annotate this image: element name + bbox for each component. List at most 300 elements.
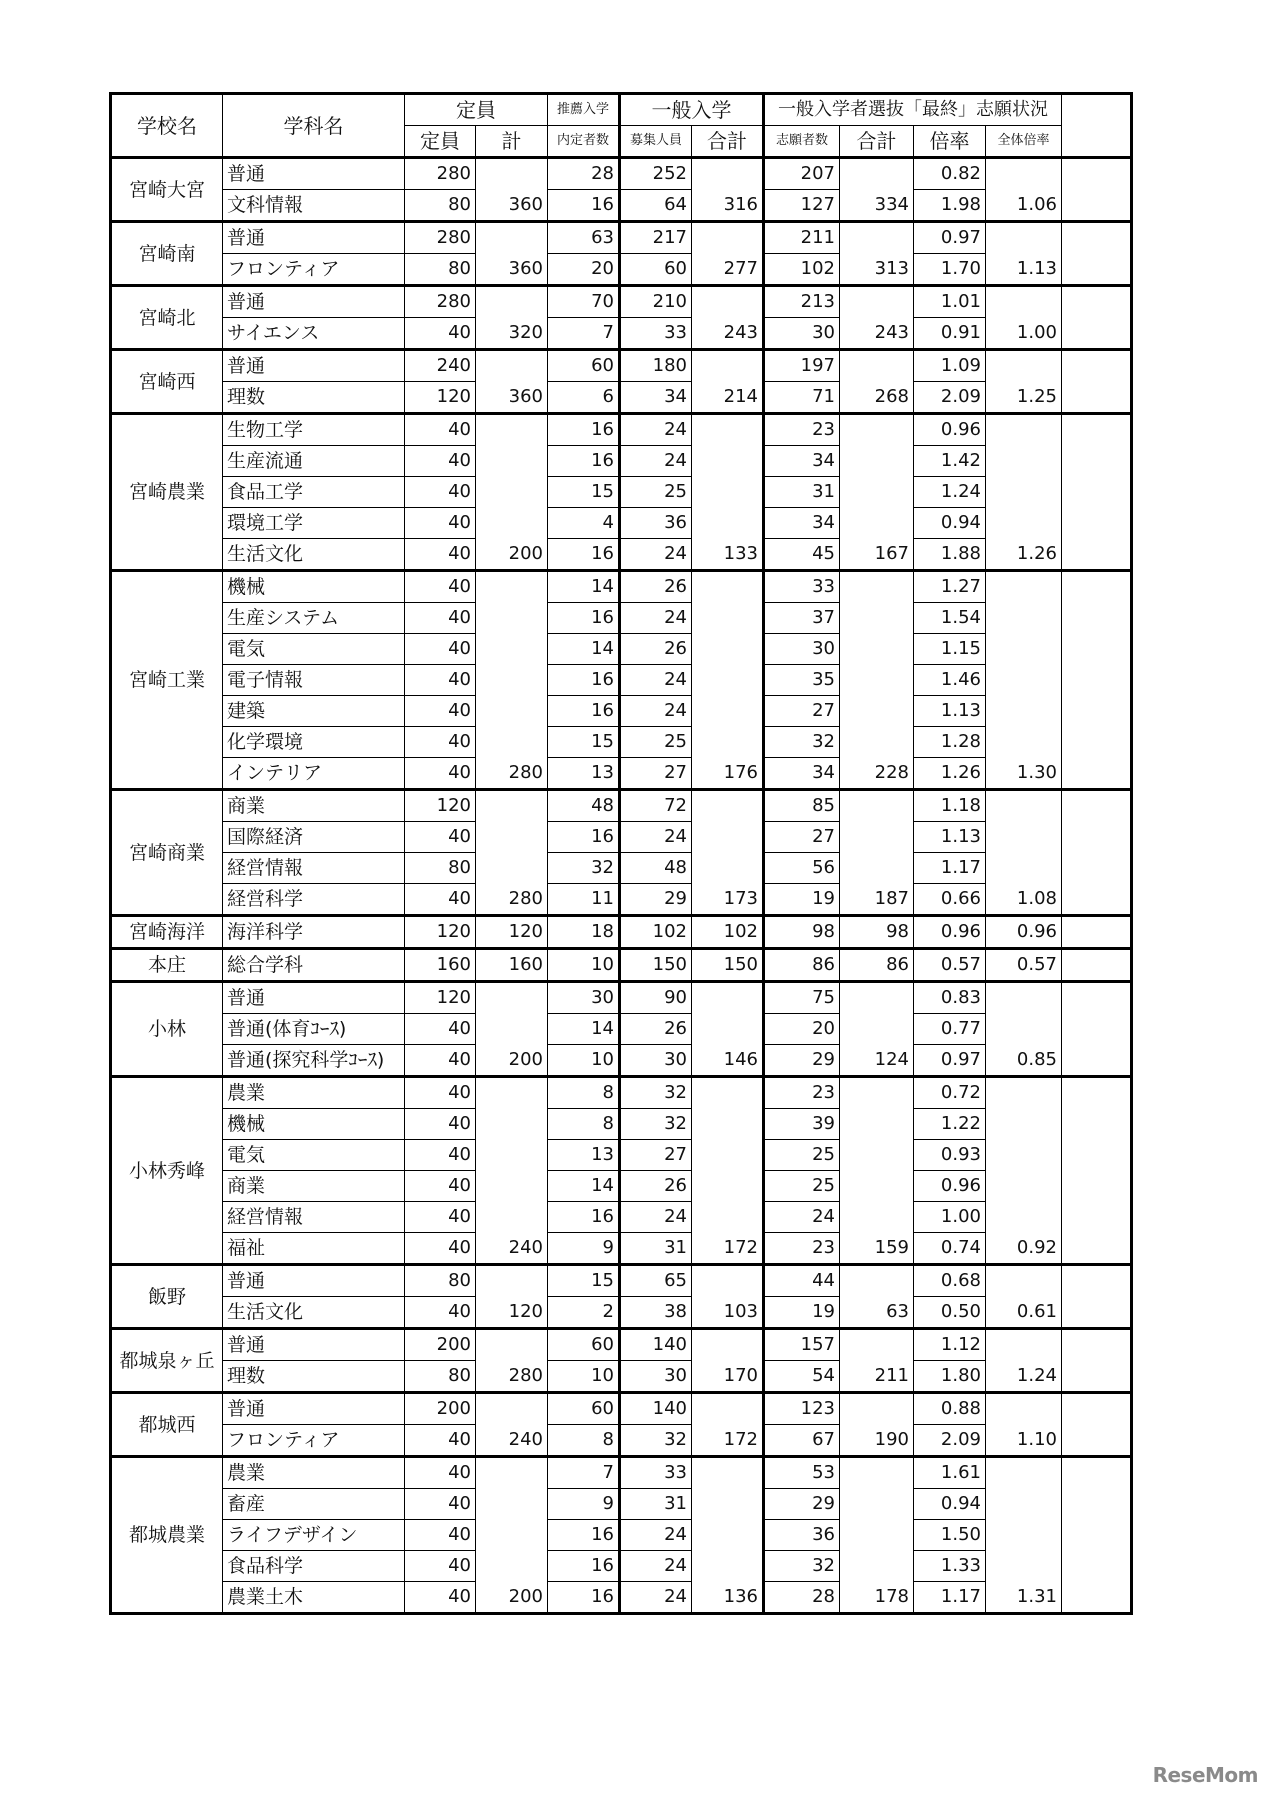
ratio: 1.88 xyxy=(914,539,986,571)
capacity: 120 xyxy=(405,982,476,1014)
recruit-count: 150 xyxy=(620,949,692,982)
applicant-count: 20 xyxy=(764,1014,840,1045)
capacity: 40 xyxy=(405,477,476,508)
table-row xyxy=(111,822,1132,853)
overall-ratio: 0.92 xyxy=(986,1077,1062,1265)
recommend-count: 16 xyxy=(548,1202,620,1233)
table-row xyxy=(111,158,1132,190)
table-row xyxy=(111,727,1132,758)
ratio: 1.13 xyxy=(914,822,986,853)
applicant-count: 30 xyxy=(764,318,840,350)
table-row xyxy=(111,1202,1132,1233)
ratio: 0.66 xyxy=(914,884,986,916)
recommend-count: 4 xyxy=(548,508,620,539)
recruit-count: 24 xyxy=(620,665,692,696)
recruit-count: 29 xyxy=(620,884,692,916)
recommend-count: 48 xyxy=(548,790,620,822)
capacity-total: 200 xyxy=(476,414,548,571)
ratio: 1.33 xyxy=(914,1551,986,1582)
applicant-total: 228 xyxy=(840,571,914,790)
recruit-count: 32 xyxy=(620,1109,692,1140)
recruit-count: 26 xyxy=(620,1014,692,1045)
ratio: 0.97 xyxy=(914,1045,986,1077)
overall-ratio: 1.26 xyxy=(986,414,1062,571)
department-name: 福祉 xyxy=(223,1233,405,1265)
applicant-count: 207 xyxy=(764,158,840,190)
ratio: 0.74 xyxy=(914,1233,986,1265)
ratio: 0.96 xyxy=(914,1171,986,1202)
table-row xyxy=(111,1329,1132,1361)
capacity: 40 xyxy=(405,1014,476,1045)
school-name: 宮崎北 xyxy=(111,286,223,350)
ratio: 0.94 xyxy=(914,1489,986,1520)
ratio: 1.22 xyxy=(914,1109,986,1140)
recommend-count: 16 xyxy=(548,1520,620,1551)
header-general-group: 一般入学 xyxy=(620,94,764,126)
capacity-total: 280 xyxy=(476,571,548,790)
recruit-count: 32 xyxy=(620,1077,692,1109)
capacity: 40 xyxy=(405,508,476,539)
capacity: 40 xyxy=(405,1551,476,1582)
capacity-total: 360 xyxy=(476,222,548,286)
recommend-count: 16 xyxy=(548,190,620,222)
recruit-total: 172 xyxy=(692,1077,764,1265)
capacity: 40 xyxy=(405,634,476,665)
applicant-count: 44 xyxy=(764,1265,840,1297)
table-row xyxy=(111,254,1132,286)
table-row xyxy=(111,790,1132,822)
recruit-count: 24 xyxy=(620,414,692,446)
recommend-count: 16 xyxy=(548,822,620,853)
table-row xyxy=(111,1171,1132,1202)
resemom-logo: ReseMom xyxy=(1152,1763,1258,1787)
recruit-count: 25 xyxy=(620,727,692,758)
applicant-count: 197 xyxy=(764,350,840,382)
recruit-count: 210 xyxy=(620,286,692,318)
capacity: 80 xyxy=(405,190,476,222)
department-name: 経営情報 xyxy=(223,853,405,884)
header-recruit-total: 合計 xyxy=(692,126,764,158)
recommend-count: 60 xyxy=(548,1393,620,1425)
overall-ratio: 1.30 xyxy=(986,571,1062,790)
recruit-count: 24 xyxy=(620,1202,692,1233)
ratio: 2.09 xyxy=(914,382,986,414)
department-name: フロンティア xyxy=(223,254,405,286)
applicant-total: 268 xyxy=(840,350,914,414)
school-name: 宮崎南 xyxy=(111,222,223,286)
table-row xyxy=(111,1425,1132,1457)
table-row xyxy=(111,1297,1132,1329)
capacity: 40 xyxy=(405,1520,476,1551)
table-row xyxy=(111,1393,1132,1425)
school-name: 宮崎西 xyxy=(111,350,223,414)
header-recommend-count: 内定者数 xyxy=(548,126,620,158)
school-name: 宮崎海洋 xyxy=(111,916,223,949)
department-name: 総合学科 xyxy=(223,949,405,982)
recommend-count: 32 xyxy=(548,853,620,884)
applicant-count: 29 xyxy=(764,1489,840,1520)
department-name: 農業 xyxy=(223,1077,405,1109)
capacity-total: 280 xyxy=(476,790,548,916)
ratio: 0.82 xyxy=(914,158,986,190)
recruit-count: 102 xyxy=(620,916,692,949)
recruit-count: 36 xyxy=(620,508,692,539)
recommend-count: 60 xyxy=(548,350,620,382)
department-name: 商業 xyxy=(223,790,405,822)
ratio: 0.68 xyxy=(914,1265,986,1297)
ratio: 1.98 xyxy=(914,190,986,222)
capacity: 40 xyxy=(405,696,476,727)
recruit-count: 90 xyxy=(620,982,692,1014)
ratio: 1.12 xyxy=(914,1329,986,1361)
ratio: 1.09 xyxy=(914,350,986,382)
department-name: 生活文化 xyxy=(223,1297,405,1329)
ratio: 0.77 xyxy=(914,1014,986,1045)
ratio: 1.00 xyxy=(914,1202,986,1233)
header-final-group: 一般入学者選抜「最終」志願状況 xyxy=(764,94,1062,126)
department-name: 食品科学 xyxy=(223,1551,405,1582)
recommend-count: 15 xyxy=(548,477,620,508)
recommend-count: 9 xyxy=(548,1233,620,1265)
recruit-count: 27 xyxy=(620,758,692,790)
department-name: 化学環境 xyxy=(223,727,405,758)
header-applicants-total: 合計 xyxy=(840,126,914,158)
recommend-count: 14 xyxy=(548,634,620,665)
overall-ratio: 1.08 xyxy=(986,790,1062,916)
capacity-total: 240 xyxy=(476,1077,548,1265)
header-capacity: 定員 xyxy=(405,126,476,158)
recruit-count: 60 xyxy=(620,254,692,286)
recruit-count: 24 xyxy=(620,822,692,853)
recommend-count: 9 xyxy=(548,1489,620,1520)
table-row xyxy=(111,884,1132,916)
recruit-count: 33 xyxy=(620,318,692,350)
recruit-count: 31 xyxy=(620,1233,692,1265)
recommend-count: 8 xyxy=(548,1109,620,1140)
applicant-count: 56 xyxy=(764,853,840,884)
recruit-count: 26 xyxy=(620,571,692,603)
capacity-total: 320 xyxy=(476,286,548,350)
recommend-count: 63 xyxy=(548,222,620,254)
recommend-count: 6 xyxy=(548,382,620,414)
applicant-count: 29 xyxy=(764,1045,840,1077)
department-name: 畜産 xyxy=(223,1489,405,1520)
applicant-count: 25 xyxy=(764,1140,840,1171)
table-row xyxy=(111,414,1132,446)
capacity: 80 xyxy=(405,254,476,286)
overall-ratio: 1.31 xyxy=(986,1457,1062,1614)
applicant-count: 37 xyxy=(764,603,840,634)
capacity-total: 200 xyxy=(476,1457,548,1614)
recruit-total: 176 xyxy=(692,571,764,790)
applicant-total: 159 xyxy=(840,1077,914,1265)
department-name: 普通 xyxy=(223,1329,405,1361)
table-row xyxy=(111,1520,1132,1551)
table-row xyxy=(111,222,1132,254)
ratio: 0.72 xyxy=(914,1077,986,1109)
recommend-count: 11 xyxy=(548,884,620,916)
recruit-total: 150 xyxy=(692,949,764,982)
recruit-count: 48 xyxy=(620,853,692,884)
capacity: 40 xyxy=(405,571,476,603)
recommend-count: 16 xyxy=(548,665,620,696)
table-header xyxy=(111,94,1132,158)
department-name: 海洋科学 xyxy=(223,916,405,949)
table-body xyxy=(111,158,1132,1614)
recruit-total: 316 xyxy=(692,158,764,222)
recruit-count: 65 xyxy=(620,1265,692,1297)
school-name: 宮崎商業 xyxy=(111,790,223,916)
ratio: 1.50 xyxy=(914,1520,986,1551)
applicant-count: 36 xyxy=(764,1520,840,1551)
applicant-count: 23 xyxy=(764,1233,840,1265)
recommend-count: 16 xyxy=(548,603,620,634)
table-row xyxy=(111,382,1132,414)
applicant-count: 34 xyxy=(764,446,840,477)
table-row xyxy=(111,1361,1132,1393)
applicant-count: 32 xyxy=(764,1551,840,1582)
ratio: 2.09 xyxy=(914,1425,986,1457)
overall-ratio: 1.24 xyxy=(986,1329,1062,1393)
recommend-count: 14 xyxy=(548,571,620,603)
ratio: 1.24 xyxy=(914,477,986,508)
department-name: 電子情報 xyxy=(223,665,405,696)
capacity: 40 xyxy=(405,1233,476,1265)
applicant-total: 63 xyxy=(840,1265,914,1329)
overall-ratio: 0.96 xyxy=(986,916,1062,949)
capacity: 40 xyxy=(405,1171,476,1202)
recommend-count: 15 xyxy=(548,1265,620,1297)
school-name: 宮崎大宮 xyxy=(111,158,223,222)
recruit-count: 24 xyxy=(620,603,692,634)
table-row xyxy=(111,571,1132,603)
applicant-total: 167 xyxy=(840,414,914,571)
applicant-total: 243 xyxy=(840,286,914,350)
school-name: 本庄 xyxy=(111,949,223,982)
applicant-count: 33 xyxy=(764,571,840,603)
department-name: 文科情報 xyxy=(223,190,405,222)
ratio: 0.91 xyxy=(914,318,986,350)
recruit-count: 38 xyxy=(620,1297,692,1329)
recruit-total: 146 xyxy=(692,982,764,1077)
recruit-count: 31 xyxy=(620,1489,692,1520)
table-row xyxy=(111,190,1132,222)
ratio: 1.13 xyxy=(914,696,986,727)
ratio: 1.70 xyxy=(914,254,986,286)
department-name: 生産システム xyxy=(223,603,405,634)
recruit-count: 140 xyxy=(620,1393,692,1425)
capacity: 200 xyxy=(405,1393,476,1425)
applicant-count: 71 xyxy=(764,382,840,414)
department-name: 電気 xyxy=(223,1140,405,1171)
recommend-count: 7 xyxy=(548,318,620,350)
department-name: 普通 xyxy=(223,222,405,254)
recommend-count: 16 xyxy=(548,539,620,571)
recruit-total: 214 xyxy=(692,350,764,414)
overall-ratio: 1.06 xyxy=(986,158,1062,222)
table-row xyxy=(111,696,1132,727)
capacity-total: 280 xyxy=(476,1329,548,1393)
capacity: 40 xyxy=(405,1297,476,1329)
capacity: 40 xyxy=(405,1489,476,1520)
applicant-count: 19 xyxy=(764,884,840,916)
applicant-count: 127 xyxy=(764,190,840,222)
ratio: 0.96 xyxy=(914,414,986,446)
ratio: 0.83 xyxy=(914,982,986,1014)
department-name: 普通 xyxy=(223,1265,405,1297)
capacity-total: 240 xyxy=(476,1393,548,1457)
department-name: 生物工学 xyxy=(223,414,405,446)
department-name: 環境工学 xyxy=(223,508,405,539)
ratio: 1.46 xyxy=(914,665,986,696)
school-name: 宮崎工業 xyxy=(111,571,223,790)
applicant-count: 34 xyxy=(764,508,840,539)
table-row xyxy=(111,446,1132,477)
department-name: 普通 xyxy=(223,982,405,1014)
capacity: 120 xyxy=(405,790,476,822)
applicant-total: 187 xyxy=(840,790,914,916)
department-name: 機械 xyxy=(223,1109,405,1140)
overall-ratio: 1.10 xyxy=(986,1393,1062,1457)
department-name: インテリア xyxy=(223,758,405,790)
school-name: 都城西 xyxy=(111,1393,223,1457)
recruit-count: 32 xyxy=(620,1425,692,1457)
recommend-count: 8 xyxy=(548,1077,620,1109)
school-name: 小林 xyxy=(111,982,223,1077)
capacity: 40 xyxy=(405,1045,476,1077)
capacity: 280 xyxy=(405,158,476,190)
ratio: 1.17 xyxy=(914,1582,986,1614)
applicant-count: 98 xyxy=(764,916,840,949)
ratio: 0.88 xyxy=(914,1393,986,1425)
department-name: ライフデザイン xyxy=(223,1520,405,1551)
ratio: 0.50 xyxy=(914,1297,986,1329)
recommend-count: 60 xyxy=(548,1329,620,1361)
table-row xyxy=(111,634,1132,665)
table-row xyxy=(111,665,1132,696)
applicant-count: 54 xyxy=(764,1361,840,1393)
capacity: 40 xyxy=(405,1582,476,1614)
overall-ratio: 0.85 xyxy=(986,982,1062,1077)
applicant-total: 98 xyxy=(840,916,914,949)
capacity: 40 xyxy=(405,1457,476,1489)
applicant-count: 85 xyxy=(764,790,840,822)
school-name: 飯野 xyxy=(111,1265,223,1329)
capacity: 40 xyxy=(405,539,476,571)
table-row xyxy=(111,1140,1132,1171)
table-row xyxy=(111,1045,1132,1077)
capacity: 40 xyxy=(405,414,476,446)
capacity-total: 360 xyxy=(476,158,548,222)
applicant-total: 334 xyxy=(840,158,914,222)
recruit-count: 24 xyxy=(620,1551,692,1582)
recommend-count: 10 xyxy=(548,1045,620,1077)
department-name: 生活文化 xyxy=(223,539,405,571)
recruit-total: 136 xyxy=(692,1457,764,1614)
recruit-total: 243 xyxy=(692,286,764,350)
capacity-total: 160 xyxy=(476,949,548,982)
table-row xyxy=(111,318,1132,350)
recommend-count: 70 xyxy=(548,286,620,318)
applicant-total: 86 xyxy=(840,949,914,982)
ratio: 1.42 xyxy=(914,446,986,477)
capacity: 80 xyxy=(405,1265,476,1297)
applicant-total: 211 xyxy=(840,1329,914,1393)
department-name: 理数 xyxy=(223,1361,405,1393)
applicant-count: 45 xyxy=(764,539,840,571)
capacity: 40 xyxy=(405,1109,476,1140)
applicant-count: 23 xyxy=(764,414,840,446)
recommend-count: 8 xyxy=(548,1425,620,1457)
capacity: 40 xyxy=(405,727,476,758)
recruit-count: 140 xyxy=(620,1329,692,1361)
ratio: 1.01 xyxy=(914,286,986,318)
applicant-count: 24 xyxy=(764,1202,840,1233)
recommend-count: 30 xyxy=(548,982,620,1014)
applicant-count: 31 xyxy=(764,477,840,508)
recommend-count: 16 xyxy=(548,446,620,477)
header-department: 学科名 xyxy=(223,94,405,158)
recommend-count: 16 xyxy=(548,1551,620,1582)
capacity: 80 xyxy=(405,1361,476,1393)
capacity: 40 xyxy=(405,1202,476,1233)
recommend-count: 14 xyxy=(548,1014,620,1045)
admissions-table xyxy=(109,92,1133,1615)
ratio: 1.80 xyxy=(914,1361,986,1393)
recommend-count: 13 xyxy=(548,1140,620,1171)
department-name: 経営科学 xyxy=(223,884,405,916)
department-name: 普通 xyxy=(223,350,405,382)
header-ratio: 倍率 xyxy=(914,126,986,158)
capacity: 40 xyxy=(405,318,476,350)
table-row xyxy=(111,916,1132,949)
applicant-count: 53 xyxy=(764,1457,840,1489)
applicant-total: 124 xyxy=(840,982,914,1077)
capacity: 80 xyxy=(405,853,476,884)
ratio: 1.28 xyxy=(914,727,986,758)
table-row xyxy=(111,758,1132,790)
ratio: 1.17 xyxy=(914,853,986,884)
capacity-total: 120 xyxy=(476,916,548,949)
applicant-count: 211 xyxy=(764,222,840,254)
header-recommend: 推薦入学 xyxy=(548,94,620,126)
header-recruit: 募集人員 xyxy=(620,126,692,158)
applicant-count: 23 xyxy=(764,1077,840,1109)
table-row xyxy=(111,508,1132,539)
recruit-count: 217 xyxy=(620,222,692,254)
applicant-count: 27 xyxy=(764,822,840,853)
capacity-total: 360 xyxy=(476,350,548,414)
department-name: フロンティア xyxy=(223,1425,405,1457)
department-name: 普通(探究科学ｺｰｽ) xyxy=(223,1045,405,1077)
table-row xyxy=(111,853,1132,884)
recruit-count: 180 xyxy=(620,350,692,382)
applicant-count: 86 xyxy=(764,949,840,982)
department-name: 建築 xyxy=(223,696,405,727)
capacity: 200 xyxy=(405,1329,476,1361)
capacity: 40 xyxy=(405,1425,476,1457)
ratio: 0.97 xyxy=(914,222,986,254)
applicant-count: 102 xyxy=(764,254,840,286)
table-row xyxy=(111,539,1132,571)
header-overall-ratio: 全体倍率 xyxy=(986,126,1062,158)
recruit-total: 102 xyxy=(692,916,764,949)
overall-ratio: 0.57 xyxy=(986,949,1062,982)
school-name: 小林秀峰 xyxy=(111,1077,223,1265)
capacity: 40 xyxy=(405,1140,476,1171)
table-row xyxy=(111,1077,1132,1109)
ratio: 1.54 xyxy=(914,603,986,634)
